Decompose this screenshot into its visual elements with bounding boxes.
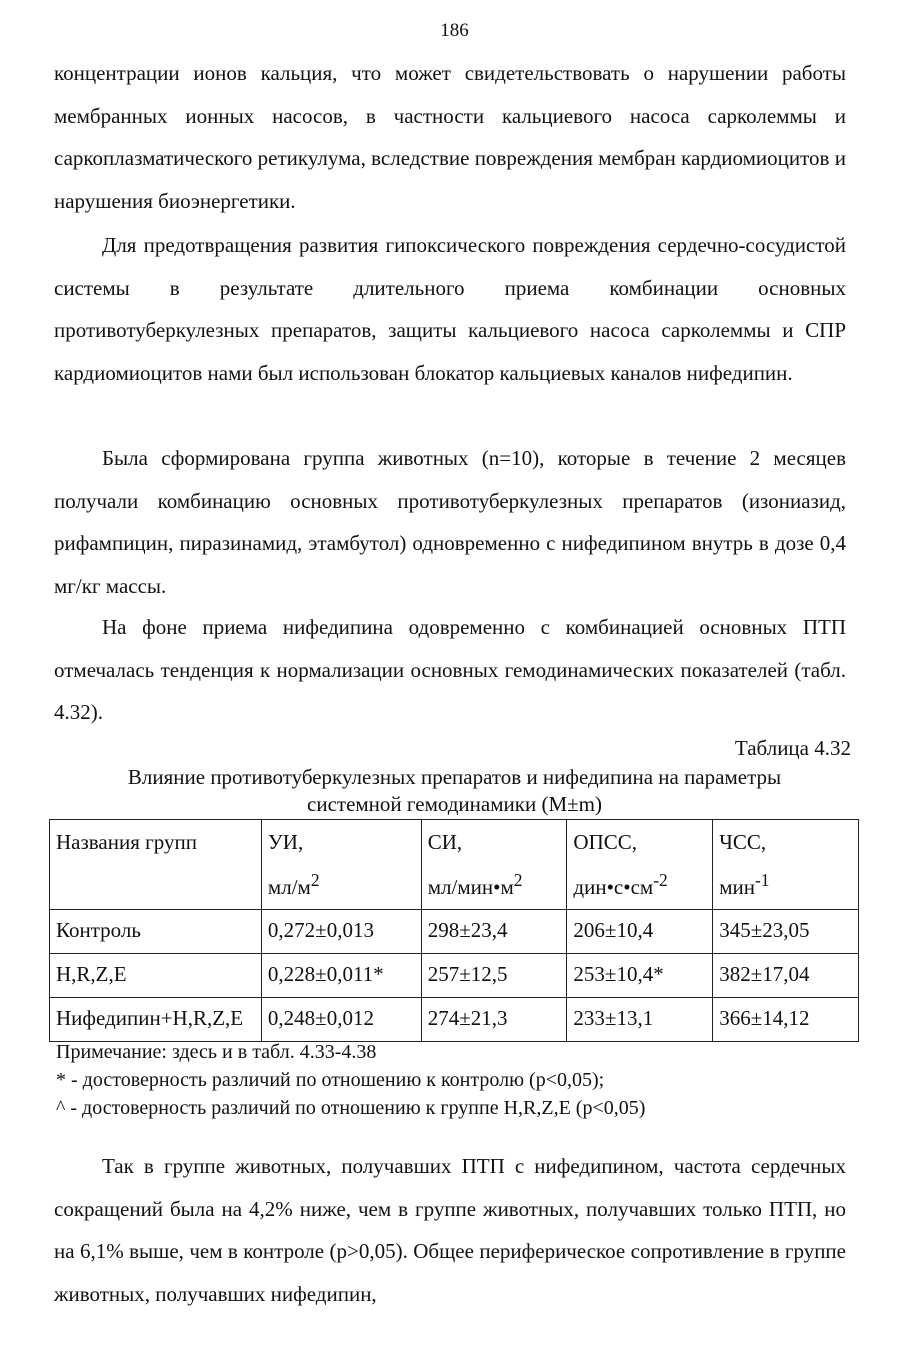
paragraph-text: На фоне приема нифедипина одовременно с комбинацией основных ПТП отмечалась тенденция к нормализации основных гемодинамических показателей (табл. 4.32). — [54, 615, 846, 724]
page-number: 186 — [440, 20, 469, 41]
table-cell: 366±14,12 — [713, 998, 859, 1042]
header-cell-si — [421, 820, 567, 910]
table-cell: 0,228±0,011* — [261, 954, 421, 998]
paragraph-nifedipine — [54, 606, 846, 734]
table-header-row — [50, 820, 859, 910]
table-caption-line: Влияние противотуберкулезных препаратов и нифедипина на параметры — [127, 765, 782, 789]
header-cell-ui — [261, 820, 421, 910]
paragraph-text: Для предотвращения развития гипоксического повреждения сердечно-сосудистой системы в результате длительного приема комбинации основных противотуберкулезных препаратов, защиты кальциевого насоса сарколеммы и СПР кардиомиоцитов нами был использован блокатор кальциевых каналов нифедипин. — [54, 233, 846, 385]
table-row — [50, 910, 859, 954]
header-unit-sup: 2 — [310, 870, 320, 890]
header-unit — [573, 861, 706, 906]
note-line: * - достоверность различий по отношению к контролю (p<0,05); — [56, 1069, 605, 1091]
header-name: СИ, — [427, 830, 463, 854]
table-cell: 257±12,5 — [421, 954, 567, 998]
header-cell-groups — [50, 820, 262, 910]
header-unit-sup: 2 — [513, 870, 523, 890]
header-name: ОПСС, — [573, 830, 638, 854]
hemodynamics-table — [49, 819, 859, 1042]
header-unit-sup: -2 — [653, 870, 668, 890]
table-notes — [56, 1038, 856, 1122]
table-cell: 274±21,3 — [421, 998, 567, 1042]
header-unit-text: мл/мин•м — [427, 875, 514, 899]
table-caption — [0, 764, 909, 818]
table-cell: H,R,Z,E — [50, 954, 262, 998]
header-cell-opss — [567, 820, 713, 910]
paragraph-text: концентрации ионов кальция, что может свидетельствовать о нарушении работы мембранных ионных насосов, в частности кальциевого насоса сарколеммы и саркоплазматического ретикулума, вследствие повреждения мембран кардиомиоцитов и нарушения биоэнергетики. — [54, 61, 846, 213]
paragraph-results — [54, 1145, 846, 1315]
table-label: Таблица 4.32 — [734, 736, 851, 760]
header-name: Названия групп — [56, 830, 197, 854]
table-row — [50, 954, 859, 998]
note-line: Примечание: здесь и в табл. 4.33-4.38 — [56, 1041, 377, 1063]
table-cell: 382±17,04 — [713, 954, 859, 998]
header-unit-text: мин — [719, 875, 755, 899]
header-name: УИ, — [267, 830, 304, 854]
note-line: ^ - достоверность различий по отношению к группе H,R,Z,E (p<0,05) — [56, 1097, 646, 1119]
header-unit-sup: -1 — [754, 870, 770, 890]
table-cell: 233±13,1 — [567, 998, 713, 1042]
paragraph-text: Была сформирована группа животных (n=10), которые в течение 2 месяцев получали комбинацию основных противотуберкулезных препаратов (изониазид, рифампицин, пиразинамид, этамбутол) одновременно с нифедипином внутрь в дозе 0,4 мг/кг массы. — [54, 446, 846, 598]
header-unit — [428, 861, 561, 906]
header-unit — [719, 861, 852, 906]
header-unit — [268, 861, 415, 906]
header-name: ЧСС, — [719, 830, 767, 854]
table-caption-line: системной гемодинамики (M±m) — [307, 792, 602, 816]
header-unit-text: дин•с•см — [573, 875, 654, 899]
table-cell: 206±10,4 — [567, 910, 713, 954]
paragraph-continuation — [54, 52, 846, 222]
paragraph-text: Так в группе животных, получавших ПТП с нифедипином, частота сердечных сокращений была на 4,2% ниже, чем в группе животных, получавших только ПТП, но на 6,1% выше, чем в контроле (p>0,05). Общее периферическое сопротивление в группе животных, получавших нифедипин, — [54, 1154, 846, 1306]
table-cell: 298±23,4 — [421, 910, 567, 954]
table-cell: 345±23,05 — [713, 910, 859, 954]
table-cell: 0,248±0,012 — [261, 998, 421, 1042]
table-cell: Контроль — [50, 910, 262, 954]
table-row — [50, 998, 859, 1042]
table-cell: 253±10,4* — [567, 954, 713, 998]
header-unit-text: мл/м — [267, 875, 311, 899]
table-cell: 0,272±0,013 — [261, 910, 421, 954]
paragraph-prevention — [54, 224, 846, 394]
header-cell-chss — [713, 820, 859, 910]
paragraph-group — [54, 437, 846, 607]
table-cell: Нифедипин+H,R,Z,E — [50, 998, 262, 1042]
